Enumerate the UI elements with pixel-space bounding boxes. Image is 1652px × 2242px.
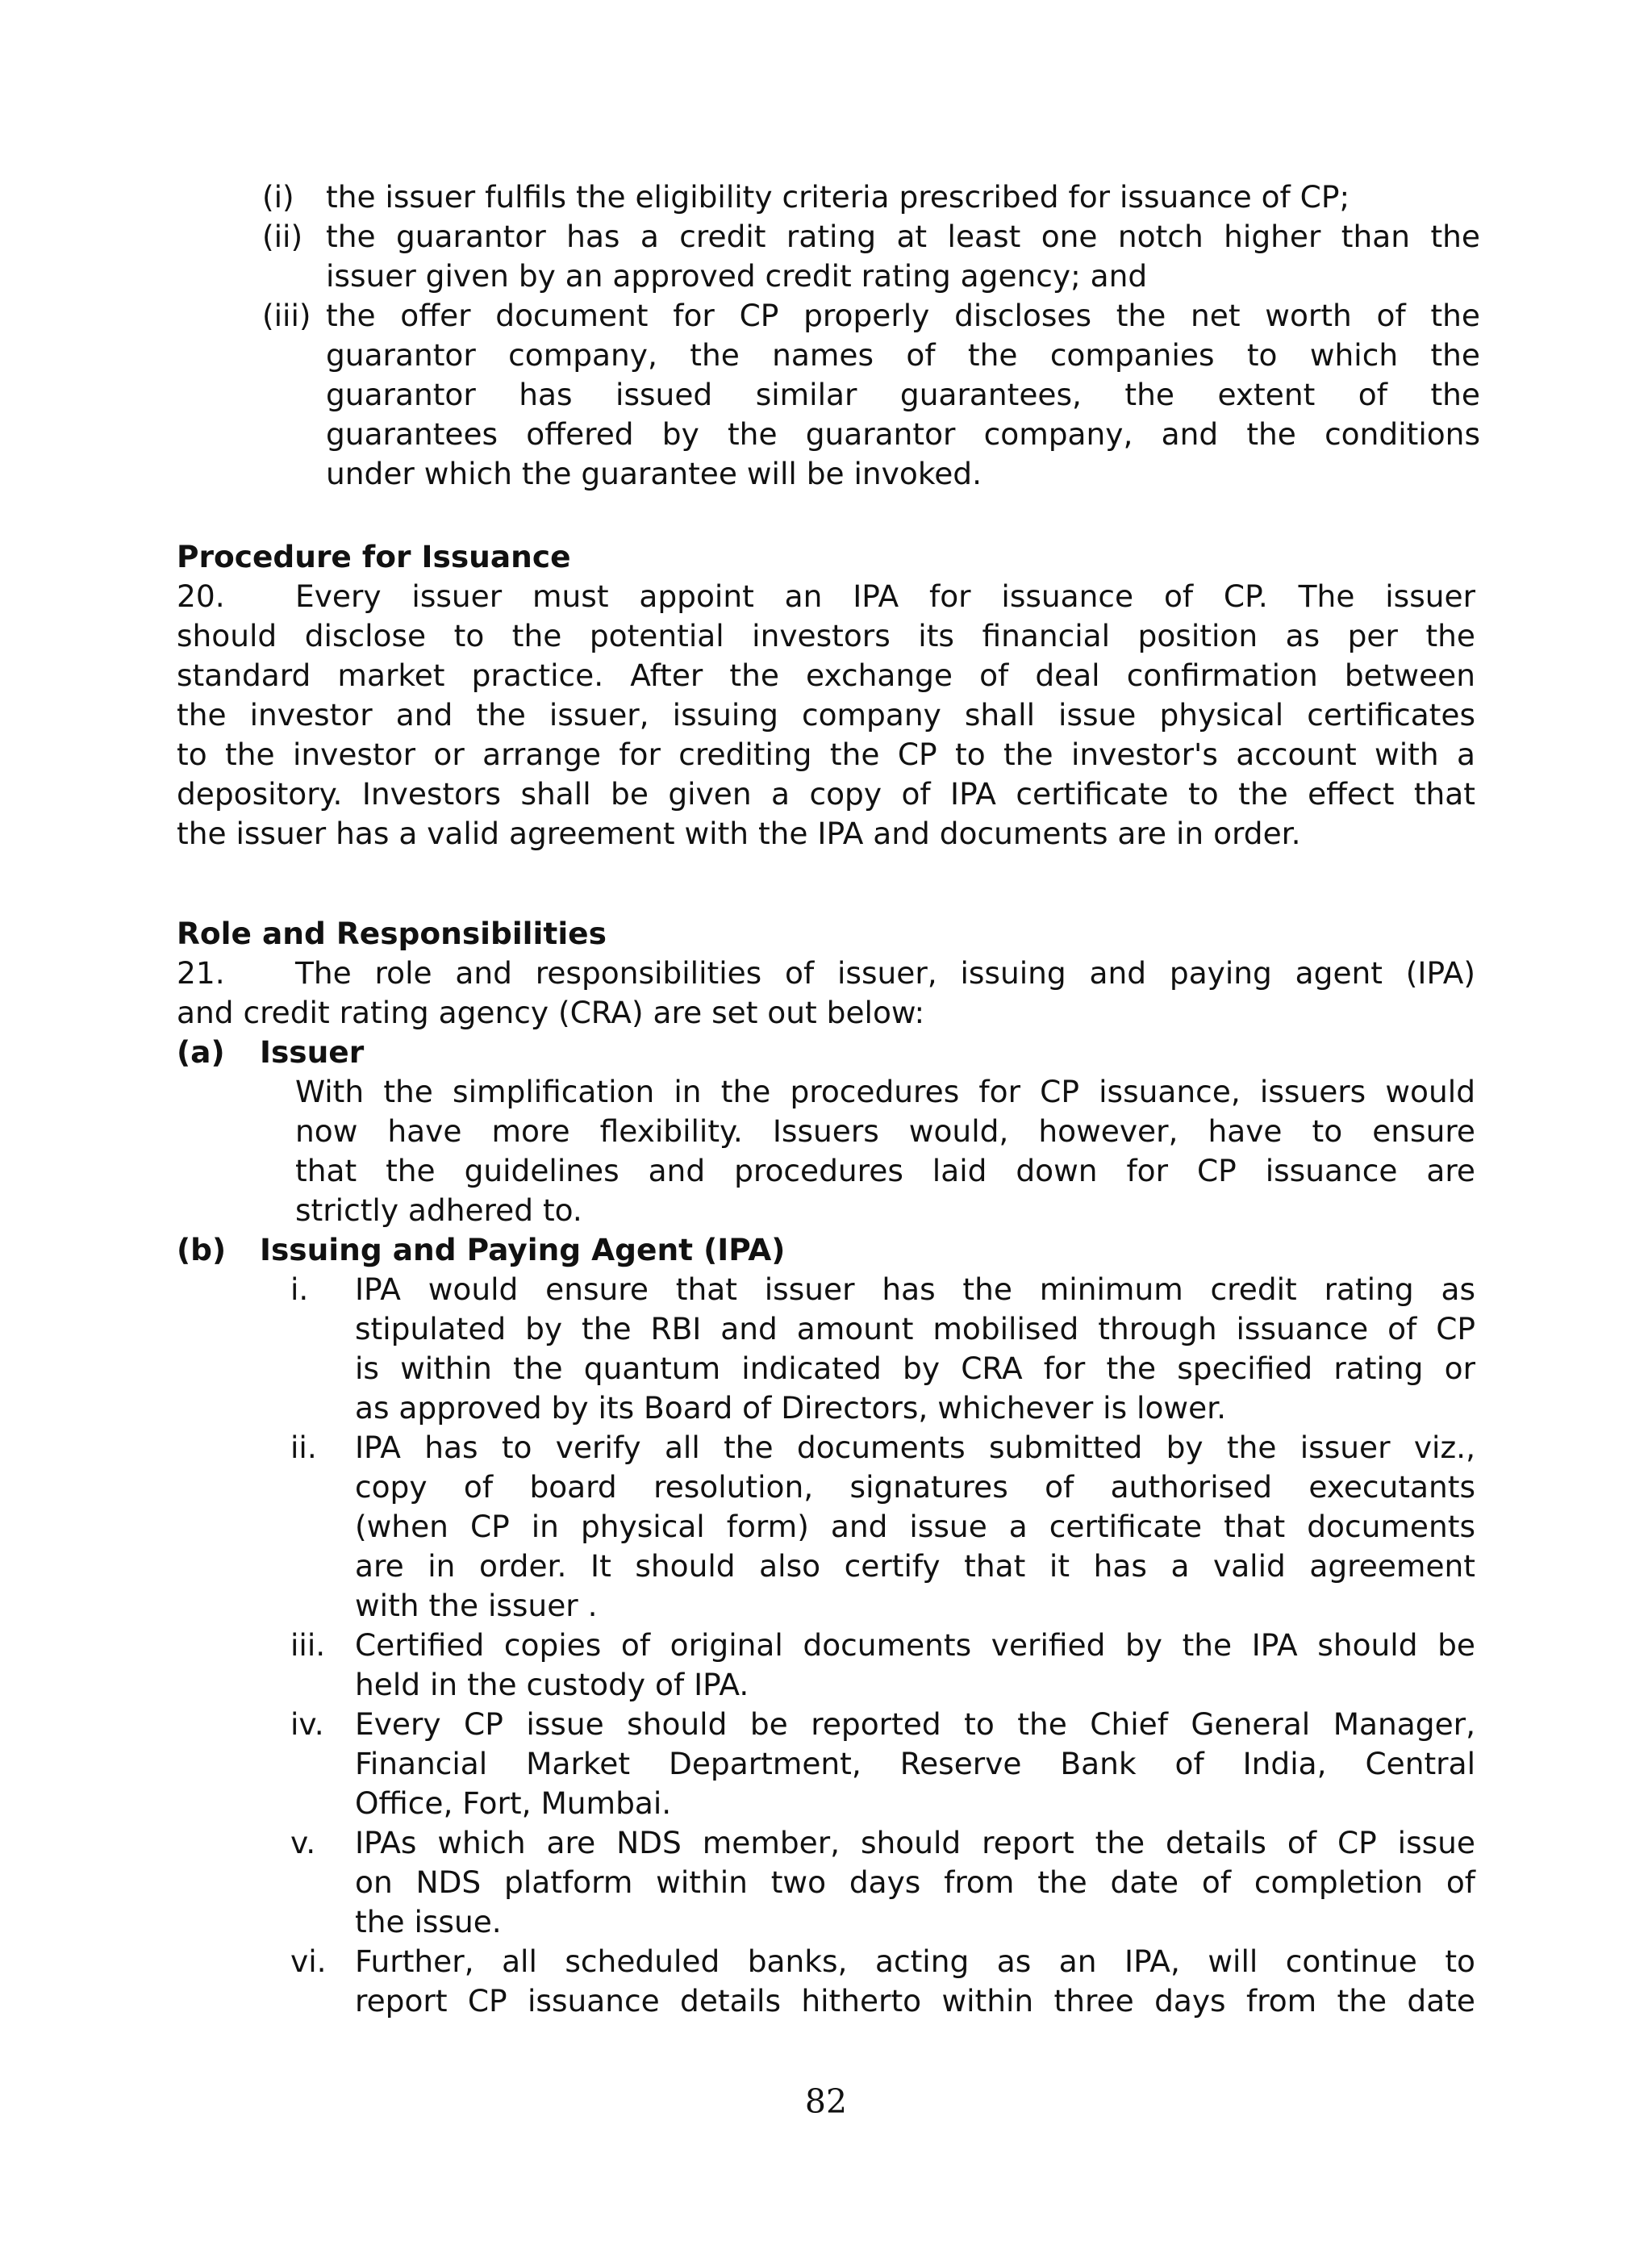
text-line: With the simplification in the procedures for CP issuance, issuers would [295, 1074, 1475, 1109]
ipa-title: Issuing and Paying Agent (IPA) [260, 1232, 786, 1267]
list-item [290, 1270, 1475, 1428]
text-line: Every issuer must appoint an IPA for issuance of CP. The issuer [295, 578, 1475, 614]
list-number: iv. [290, 1706, 324, 1742]
text-line: Certified copies of original documents verified by the IPA should be [355, 1627, 1475, 1663]
paragraph-number: 21. [177, 955, 225, 991]
text-line: the issuer has a valid agreement with the IPA and documents are in order. [177, 816, 1301, 851]
text-line: under which the guarantee will be invoked. [326, 456, 982, 491]
text-line: depository. Investors shall be given a copy of IPA certificate to the effect that [177, 776, 1475, 812]
list-item-text [326, 217, 1480, 296]
list-number: iii. [290, 1627, 326, 1663]
ipa-heading [177, 1230, 786, 1270]
list-number: (iii) [262, 298, 311, 333]
text-line: Every CP issue should be reported to the Chief General Manager, [355, 1706, 1475, 1742]
page-number: 82 [804, 2082, 848, 2121]
list-item-text [326, 296, 1480, 494]
text-line: stipulated by the RBI and amount mobilised through issuance of CP [355, 1311, 1475, 1346]
text-line: copy of board resolution, signatures of authorised executants [355, 1469, 1475, 1505]
list-item [262, 296, 1480, 494]
ipa-label: (b) [177, 1232, 227, 1267]
list-item-text [326, 177, 1480, 217]
list-item [290, 1705, 1475, 1823]
list-number: vi. [290, 1943, 327, 1979]
text-line: IPA would ensure that issuer has the minimum credit rating as [355, 1271, 1475, 1307]
text-line: the guarantor has a credit rating at least one notch higher than the [326, 219, 1480, 254]
conditions-list [262, 177, 1480, 494]
paragraph-first-line [177, 954, 1475, 993]
text-line: guarantor company, the names of the companies to which the [326, 337, 1480, 373]
issuer-paragraph [295, 1072, 1475, 1230]
text-line: now have more flexibility. Issuers would, however, have to ensure [295, 1113, 1475, 1149]
list-item-text [355, 1626, 1475, 1705]
paragraph-number: 20. [177, 578, 225, 614]
issuer-heading [177, 1033, 365, 1072]
text-line: the investor and the issuer, issuing company shall issue physical certificates [177, 697, 1475, 733]
text-line: guarantor has issued similar guarantees, the extent of the [326, 377, 1480, 412]
text-line: the issuer fulfils the eligibility criteria prescribed for issuance of CP; [326, 179, 1350, 215]
list-number: i. [290, 1271, 309, 1307]
text-line: IPAs which are NDS member, should report the details of CP issue [355, 1825, 1475, 1860]
list-item [290, 1428, 1475, 1626]
list-item-text [355, 1428, 1475, 1626]
list-item [290, 1823, 1475, 1942]
list-item-text [355, 1705, 1475, 1823]
list-item [262, 217, 1480, 296]
text-line: with the issuer . [355, 1588, 598, 1623]
text-line: as approved by its Board of Directors, whichever is lower. [355, 1390, 1227, 1426]
list-item-text [355, 1942, 1475, 2021]
list-item [290, 1626, 1475, 1705]
text-line: held in the custody of IPA. [355, 1667, 749, 1702]
text-line: and credit rating agency (CRA) are set out below: [177, 995, 925, 1030]
text-line: standard market practice. After the exchange of deal confirmation between [177, 658, 1475, 693]
text-line: The role and responsibilities of issuer, issuing and paying agent (IPA) [295, 955, 1475, 991]
issuer-title: Issuer [260, 1034, 365, 1070]
ipa-list [290, 1270, 1475, 2021]
paragraph-rest [177, 616, 1475, 854]
text-line: to the investor or arrange for crediting the CP to the investor's account with a [177, 737, 1475, 772]
text-line: is within the quantum indicated by CRA for the specified rating or [355, 1351, 1475, 1386]
text-line: should disclose to the potential investors its financial position as per the [177, 618, 1475, 653]
list-number: ii. [290, 1430, 317, 1465]
list-item-text [355, 1270, 1475, 1428]
text-line: the issue. [355, 1904, 502, 1939]
text-line: Office, Fort, Mumbai. [355, 1785, 672, 1821]
text-line: the offer document for CP properly discloses the net worth of the [326, 298, 1480, 333]
list-item [262, 177, 1480, 217]
roles-paragraph [177, 954, 1475, 1033]
text-line: Financial Market Department, Reserve Bank of India, Central [355, 1746, 1475, 1781]
text-line: strictly adhered to. [295, 1192, 582, 1228]
roles-heading: Role and Responsibilities [177, 916, 607, 951]
list-number: (i) [262, 179, 294, 215]
list-item-text [355, 1823, 1475, 1942]
text-line: (when CP in physical form) and issue a certificate that documents [355, 1509, 1475, 1544]
text-line: issuer given by an approved credit rating agency; and [326, 258, 1148, 294]
text-line: IPA has to verify all the documents submitted by the issuer viz., [355, 1430, 1475, 1465]
list-number: (ii) [262, 219, 303, 254]
list-item [290, 1942, 1475, 2021]
text-line: guarantees offered by the guarantor company, and the conditions [326, 416, 1480, 452]
text-line: are in order. It should also certify that it has a valid agreement [355, 1548, 1475, 1584]
text-line: that the guidelines and procedures laid down for CP issuance are [295, 1153, 1475, 1188]
text-line: on NDS platform within two days from the date of completion of [355, 1864, 1475, 1900]
paragraph-first-line [177, 577, 1475, 616]
procedure-heading: Procedure for Issuance [177, 539, 571, 574]
issuer-label: (a) [177, 1034, 225, 1070]
procedure-paragraph [177, 577, 1475, 854]
text-line: Further, all scheduled banks, acting as an IPA, will continue to [355, 1943, 1475, 1979]
list-number: v. [290, 1825, 316, 1860]
text-line: report CP issuance details hitherto within three days from the date [355, 1983, 1475, 2019]
